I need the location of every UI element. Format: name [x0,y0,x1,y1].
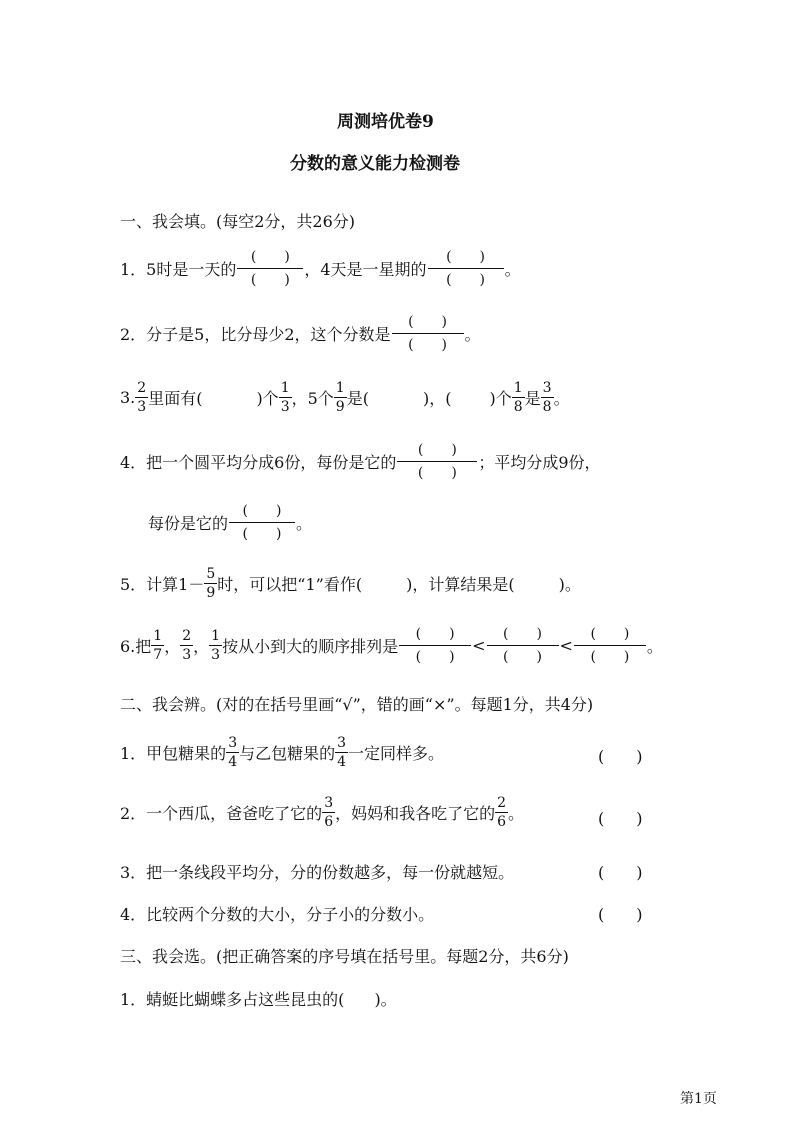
fraction: $\frac{1}{7}$ [153,628,163,663]
question-2-4: 4．比较两个分数的大小，分子小的分数小。 [120,905,435,924]
fraction: $\frac{1}{9}$ [335,380,345,415]
question-2-3: 3．把一条线段平均分，分的份数越多，每一份就越短。 [120,863,515,882]
page-title: 周测培优卷9 [337,112,434,132]
question-1-2: 2．分子是5，比分母少2，这个分数是 ( ) ( ) 。 [120,314,481,353]
fraction: $\frac{2}{3}$ [137,380,147,415]
fraction-blank[interactable]: ( ) ( ) [237,250,303,287]
section1-heading: 一、我会填。(每空2分，共26分) [120,212,356,231]
question-3-1: 1．蜻蜓比蝴蝶多占这些昆虫的( )。 [120,990,397,1009]
fraction: $\frac{2}{3}$ [182,628,192,663]
fraction-blank[interactable]: ( ) ( ) [487,627,559,664]
fraction-blank[interactable]: ( ) ( ) [399,627,471,664]
answer-bracket[interactable]: ( ) [598,747,643,766]
fraction: $\frac{1}{8}$ [513,380,523,415]
fraction: $\frac{5}{9}$ [206,566,216,601]
fraction-blank[interactable]: ( ) ( ) [229,504,295,541]
answer-bracket[interactable]: ( ) [598,809,643,828]
fraction: $\frac{1}{3}$ [280,380,290,415]
fraction: $\frac{3}{6}$ [324,795,334,830]
section2-heading: 二、我会辨。(对的在括号里画“√”，错的画“×”。每题1分，共4分) [120,695,594,714]
fraction: $\frac{2}{6}$ [497,795,507,830]
fraction-blank[interactable]: ( ) ( ) [574,627,646,664]
fraction: $\frac{3}{8}$ [542,380,552,415]
section3-heading: 三、我会选。(把正确答案的序号填在括号里。每题2分，共6分) [120,947,569,966]
page-subtitle: 分数的意义能力检测卷 [290,154,460,174]
question-1-6: 6.把 $\frac{1}{7}$ ， $\frac{2}{3}$ ， $\frac{1}{3}$ 按从小到大的顺序排列是 ( ) ( ) < ( ) ( ) < ( ) ( ) 。 [120,626,663,665]
fraction-blank[interactable]: ( ) ( ) [428,250,504,287]
fraction-blank[interactable]: ( ) ( ) [392,315,464,352]
fraction: $\frac{3}{4}$ [337,735,347,770]
fraction: $\frac{3}{4}$ [228,735,238,770]
question-1-4: 4．把一个圆平均分成6份，每份是它的 ( ) ( ) ；平均分成9份， [120,442,601,481]
question-1-4-cont: 每份是它的 ( ) ( ) 。 [148,503,313,542]
answer-bracket[interactable]: ( ) [598,905,643,924]
question-1-3: 3. $\frac{2}{3}$ 里面有( )个 $\frac{1}{3}$ ，5个 $\frac{1}{9}$ 是( )，( )个 $\frac{1}{8}$ 是 $\frac{3}{8}$ 。 [120,380,570,415]
question-1-5: 5．计算1－ $\frac{5}{9}$ 时，可以把“1”看作( )，计算结果是( )。 [120,566,581,601]
page-number: 第1页 [680,1091,717,1107]
fraction: $\frac{1}{3}$ [211,628,221,663]
question-1-1: 1．5时是一天的 ( ) ( ) ，4天是一星期的 ( ) ( ) 。 [120,249,521,288]
question-2-1: 1．甲包糖果的 $\frac{3}{4}$ 与乙包糖果的 $\frac{3}{4}$ 一定同样多。 [120,735,445,770]
answer-bracket[interactable]: ( ) [598,863,643,882]
question-2-2: 2．一个西瓜，爸爸吃了它的 $\frac{3}{6}$ ，妈妈和我各吃了它的 $\frac{2}{6}$ 。 [120,795,525,830]
fraction-blank[interactable]: ( ) ( ) [397,443,477,480]
